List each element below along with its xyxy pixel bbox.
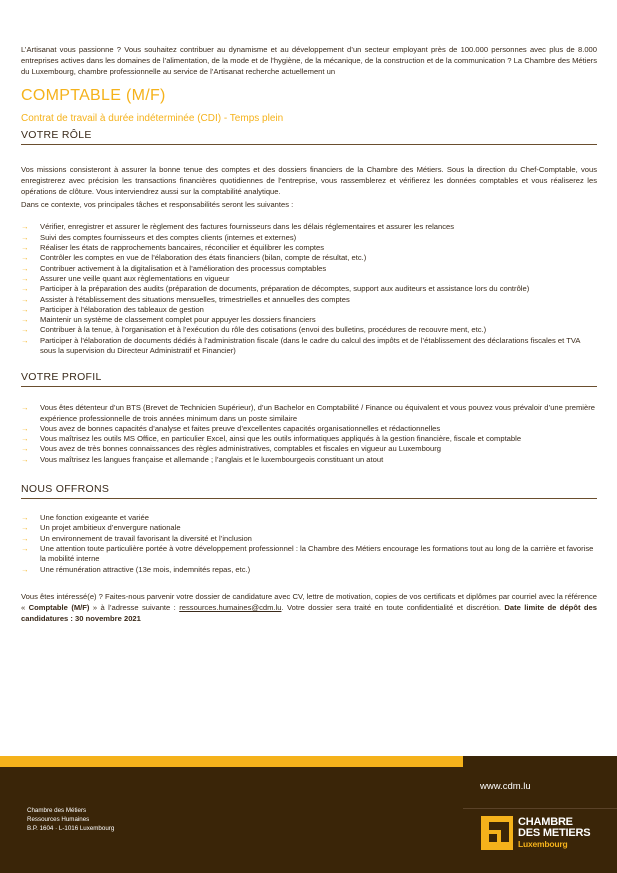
arrow-right-icon: → [21, 315, 29, 325]
arrow-right-icon: → [21, 454, 29, 464]
list-item-text: Vous avez de bonnes capacités d’analyse et faites preuve d’excellentes capacités organisationnelles et rédactionnelles [40, 423, 441, 433]
list-item-text: Participer à la préparation des audits (préparation de documents, préparation de décomptes, support aux auditeurs et assistance lors du contrôle) [40, 284, 530, 294]
role-heading: VOTRE RÔLE [21, 129, 597, 145]
list-item [21, 253, 597, 263]
arrow-right-icon: → [21, 263, 29, 273]
arrow-right-icon: → [21, 335, 29, 345]
list-item [21, 424, 597, 434]
list-item [21, 336, 597, 357]
intro-paragraph: L’Artisanat vous passionne ? Vous souhaitez contribuer au dynamisme et au développement d’un secteur employant près de 100.000 personnes avec plus de 8.000 entreprises actives dans les domaines de l’alimentation, de la mode et de l’hygiène, de la mécanique, de la construction et de la communication ? La Chambre des Métiers du Luxembourg, chambre professionnelle au service de l’Artisanat recherche actuellement un [21, 45, 597, 77]
logo-line-2: DES METIERS [518, 827, 591, 839]
arrow-right-icon: → [21, 543, 29, 553]
arrow-right-icon: → [21, 444, 29, 454]
list-item [21, 325, 597, 335]
list-item [21, 233, 597, 243]
arrow-right-icon: → [21, 294, 29, 304]
role-task-list [21, 222, 597, 356]
list-item [21, 315, 597, 325]
arrow-right-icon: → [21, 523, 29, 533]
role-description: Vos missions consisteront à assurer la bonne tenue des comptes et des dossiers financiers de la Chambre des Métiers. Sous la direction du Chef-Comptable, vous enregistrerez avec précision les transactions financières quotidiennes de l’entreprise, vous rassemblerez et vérifierez les données comptables et vous réaliserez les opérations de clôture. Vous interviendrez aussi sur la comptabilité analytique. [21, 164, 597, 197]
list-item-text: Une fonction exigeante et variée [40, 513, 149, 523]
arrow-right-icon: → [21, 284, 29, 294]
email-link[interactable]: ressources.humaines@cdm.lu [179, 603, 282, 613]
list-item [21, 305, 597, 315]
list-item-text: Participer à l’élaboration de documents dédiés à l’administration fiscale (dans le cadre du calcul des impôts et de l’établissement des déclarations fiscales et TVA sous la supervision du Directeur Administratif et Financier) [40, 335, 581, 355]
footer-address [27, 806, 114, 833]
arrow-right-icon: → [21, 222, 29, 232]
cdm-logo-wordmark [518, 817, 590, 849]
job-title: COMPTABLE (M/F) [21, 86, 166, 104]
arrow-right-icon: → [21, 423, 29, 433]
list-item-text: Un environnement de travail favorisant la diversité et l’inclusion [40, 533, 252, 543]
list-item-text: Assurer une veille quant aux règlementations en vigueur [40, 273, 230, 283]
list-item-text: Vous maîtrisez les langues française et allemande ; l’anglais et le luxembourgeois constituant un atout [40, 454, 384, 464]
arrow-right-icon: → [21, 304, 29, 314]
reference-label: Comptable (M/F) [28, 603, 90, 613]
footer-dept: Ressources Humaines [27, 816, 90, 823]
footer-postal: B.P. 1604 · L-1016 Luxembourg [27, 825, 115, 832]
list-item-text: Contribuer à la tenue, à l’organisation et à l’exécution du rôle des cotisations (envoi des bulletins, procédures de recouvre ment, etc.) [40, 325, 487, 335]
list-item [21, 284, 597, 294]
list-item-text: Une rémunération attractive (13e mois, indemnités repas, etc.) [40, 564, 251, 574]
list-item-text: Maintenir un système de classement complet pour appuyer les dossiers financiers [40, 315, 316, 325]
closing-text-2: » à l’adresse suivante : [89, 603, 180, 613]
list-item-text: Vérifier, enregistrer et assurer le règlement des factures fournisseurs dans les délais réglementaires et assurer les relances [40, 222, 455, 232]
list-item [21, 264, 597, 274]
profile-list [21, 403, 597, 465]
cdm-logo-icon [481, 816, 513, 850]
list-item [21, 295, 597, 305]
arrow-right-icon: → [21, 273, 29, 283]
list-item-text: Contrôler les comptes en vue de l’élaboration des états financiers (bilan, compte de résultat, etc.) [40, 253, 367, 263]
logo-line-3: Luxembourg [518, 839, 568, 849]
job-posting [21, 44, 597, 624]
arrow-right-icon: → [21, 434, 29, 444]
list-item [21, 274, 597, 284]
list-item [21, 544, 597, 565]
list-item-text: Vous maîtrisez les outils MS Office, en particulier Excel, ainsi que les outils informatiques appliqués à la gestion financière, fiscale et comptable [40, 434, 522, 444]
logo-line-1: CHAMBRE [518, 816, 573, 828]
contract-type: Contrat de travail à durée indéterminée (CDI) - Temps plein [21, 112, 284, 124]
list-item-text: Assister à l’établissement des situations mensuelles, trimestrielles et annuelles des comptes [40, 294, 350, 304]
list-item [21, 243, 597, 253]
list-item [21, 444, 597, 454]
arrow-right-icon: → [21, 253, 29, 263]
list-item-text: Un projet ambitieux d’envergure nationale [40, 523, 181, 533]
role-intro-tasks: Dans ce contexte, vos principales tâches et responsabilités seront les suivantes : [21, 200, 294, 210]
profile-heading: VOTRE PROFIL [21, 371, 597, 387]
arrow-right-icon: → [21, 533, 29, 543]
list-item [21, 222, 597, 232]
list-item [21, 523, 597, 533]
arrow-right-icon: → [21, 243, 29, 253]
arrow-right-icon: → [21, 564, 29, 574]
arrow-right-icon: → [21, 232, 29, 242]
list-item-text: Vous avez de très bonnes connaissances des règles administratives, comptables et fiscales en vigueur au Luxembourg [40, 444, 442, 454]
closing-text-1: Vous êtes intéressé(e) ? Faites-nous parvenir votre dossier de candidature avec CV, lettre de motivation, copies de vos certificats et diplômes par courriel avec la référence « [21, 591, 597, 613]
website-link[interactable]: www.cdm.lu [480, 781, 531, 792]
deadline-text: Date limite de dépôt des candidatures : 30 novembre 2021 [21, 603, 597, 624]
closing-text-3: . Votre dossier sera traité en toute confidentialité et discrétion. [281, 603, 505, 613]
list-item [21, 565, 597, 575]
arrow-right-icon: → [21, 513, 29, 523]
list-item-text: Vous êtes détenteur d’un BTS (Brevet de Technicien Supérieur), d’un Bachelor en Comptabilité / Finance ou équivalent et vous pouvez vous prévaloir d’une première expérience professionnelle de trois années minimum dans un poste similaire [40, 403, 595, 423]
list-item-text: Contribuer activement à la digitalisation et à l’amélioration des processus comptables [40, 263, 327, 273]
list-item [21, 513, 597, 523]
offer-list [21, 513, 597, 575]
footer-org: Chambre des Métiers [27, 807, 87, 814]
list-item [21, 403, 597, 424]
arrow-right-icon: → [21, 325, 29, 335]
list-item-text: Une attention toute particulière portée à votre développement professionnel : la Chambre des Métiers encourage les formations tout au long de la carrière et favorise la mobilité interne [40, 543, 594, 564]
application-instructions [21, 591, 597, 625]
list-item-text: Participer à l’élaboration des tableaux de gestion [40, 304, 204, 314]
list-item [21, 455, 597, 465]
list-item [21, 434, 597, 444]
list-item [21, 534, 597, 544]
footer-divider [463, 808, 617, 809]
arrow-right-icon: → [21, 403, 29, 413]
offer-heading: NOUS OFFRONS [21, 483, 597, 499]
list-item-text: Suivi des comptes fournisseurs et des comptes clients (internes et externes) [40, 232, 297, 242]
list-item-text: Réaliser les états de rapprochements bancaires, réconcilier et équilibrer les comptes [40, 243, 325, 253]
